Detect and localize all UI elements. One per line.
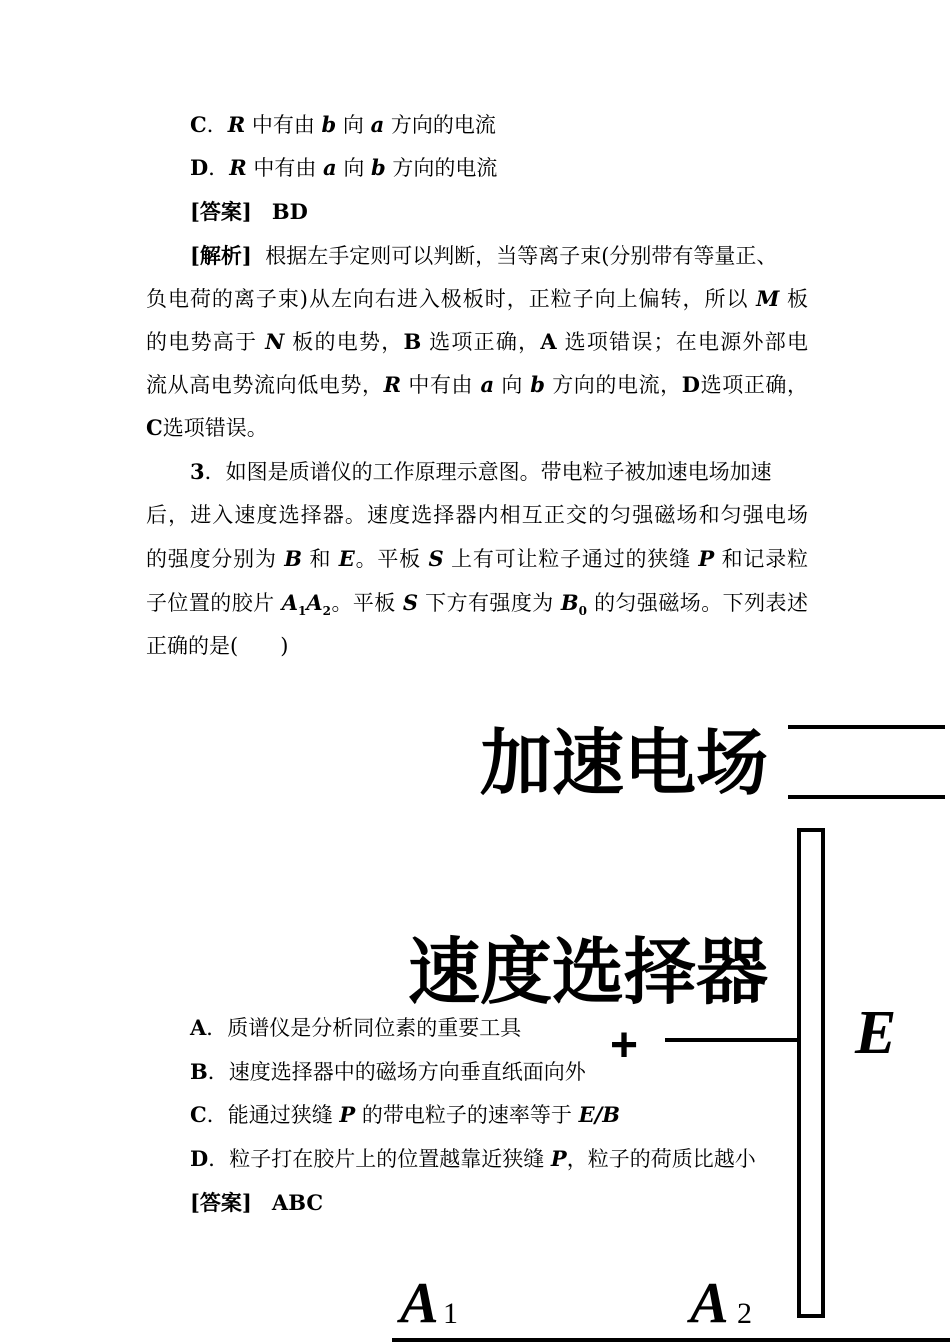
- answer-abc: [190, 1188, 490, 1218]
- analysis-line-3: 的电势高于 N 板的电势，B 选项正确，A 选项错误；在电源外部电: [146, 329, 809, 354]
- option-d-prev: D．R 中有由 a 向 b 方向的电流: [190, 155, 498, 180]
- selector-plate: [799, 830, 823, 1316]
- question-3-line-1: 3．如图是质谱仪的工作原理示意图。带电粒子被加速电场加速: [190, 459, 772, 484]
- e-field-label: E: [855, 999, 897, 1067]
- a1-label: A: [400, 1270, 439, 1335]
- velocity-selector-label: 速度选择器: [408, 933, 769, 1013]
- answer-label: [答案]: [190, 199, 252, 224]
- a1-subscript: 1: [443, 1297, 458, 1330]
- analysis-line-1: [解析] 根据左手定则可以判断，当等离子束(分别带有等量正、: [190, 243, 778, 268]
- option-a: A．质谱仪是分析同位素的重要工具: [190, 1015, 522, 1040]
- a2-label: A: [690, 1270, 729, 1335]
- question-3-line-5: 正确的是( ): [146, 634, 289, 658]
- option-d: D．粒子打在胶片上的位置越靠近狭缝 P，粒子的荷质比越小: [190, 1146, 756, 1171]
- question-3-line-4: 子位置的胶片 $A_1A_2$。平板 S 下方有强度为 $B_0$ 的匀强磁场。下列表述: [146, 590, 808, 619]
- option-b: B．速度选择器中的磁场方向垂直纸面向外: [190, 1059, 586, 1084]
- analysis-line-2: 负电荷的离子束)从左向右进入极板时，正粒子向上偏转，所以 M 板: [146, 286, 808, 311]
- option-c: C．能通过狭缝 P 的带电粒子的速率等于 E/B: [190, 1102, 621, 1127]
- option-c-prev: C．R 中有由 b 向 a 方向的电流: [190, 112, 496, 137]
- question-3-line-2: 后，进入速度选择器。速度选择器内相互正交的匀强磁场和匀强电场: [146, 503, 808, 527]
- analysis-line-4: 流从高电势流向低电势，R 中有由 a 向 b 方向的电流，D选项正确，: [146, 372, 809, 397]
- analysis-line-5: C选项错误。: [146, 415, 268, 440]
- question-3-line-3: 的强度分别为 B 和 E。平板 S 上有可让粒子通过的狭缝 P 和记录粒: [146, 546, 809, 571]
- answer-label-2: [答案]: [190, 1190, 252, 1215]
- answer-value-2: ABC: [271, 1190, 324, 1215]
- a2-subscript: 2: [737, 1297, 752, 1330]
- answer-value: BD: [271, 199, 308, 224]
- plus-sign: +: [610, 1019, 639, 1072]
- accel-field-label: 加速电场: [480, 724, 769, 804]
